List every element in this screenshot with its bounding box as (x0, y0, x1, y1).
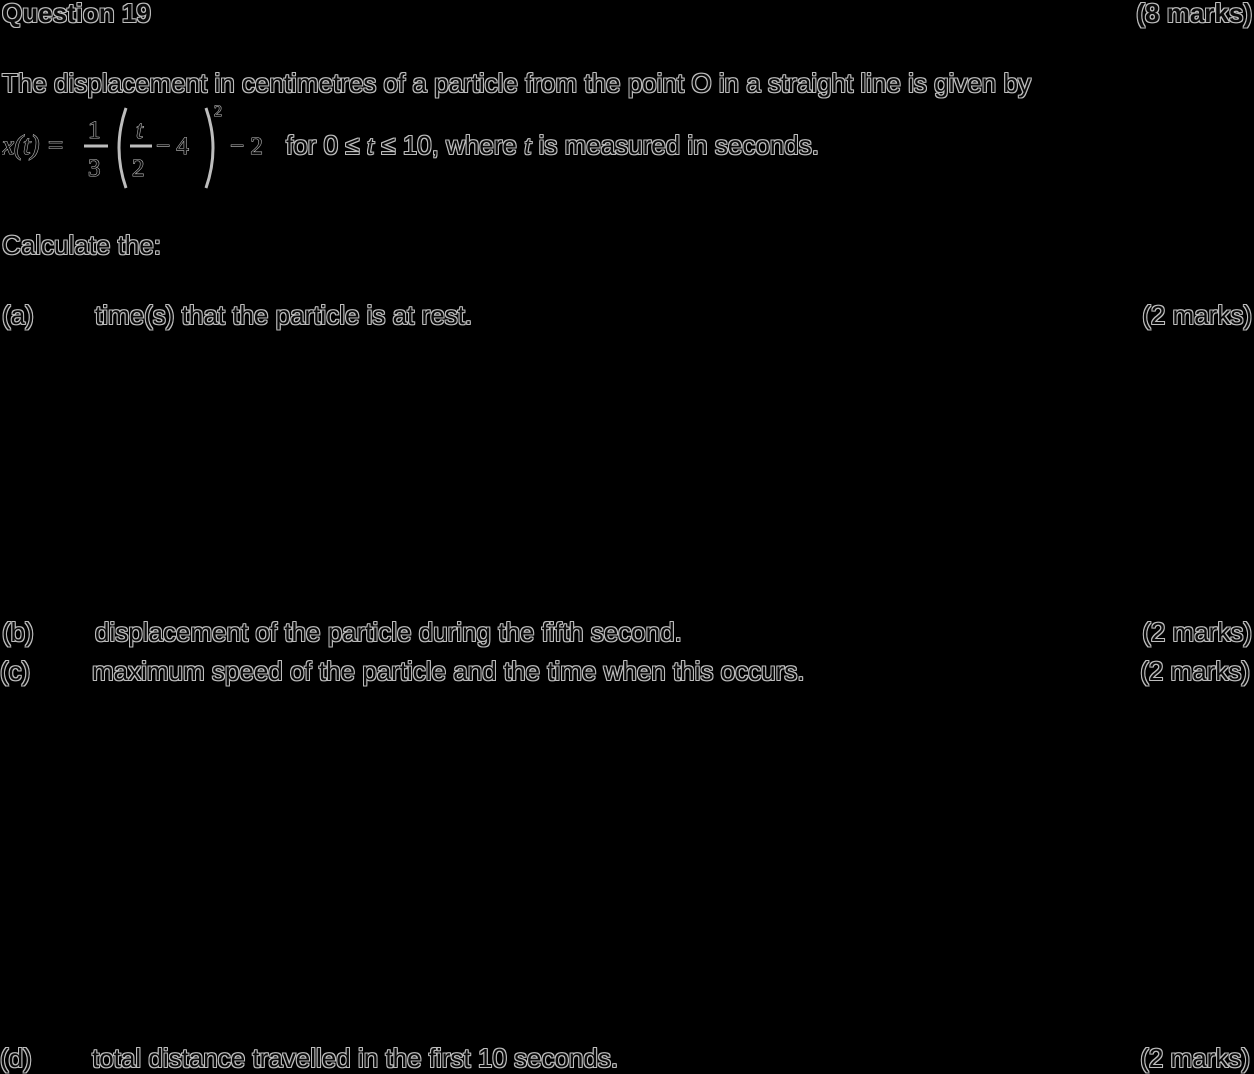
condition-post: is measured in seconds. (531, 130, 819, 160)
part-b-marks: (2 marks) (1142, 617, 1252, 647)
formula-tail: − 2 (230, 133, 263, 160)
formula-minus4: − 4 (156, 133, 189, 160)
part-d-marks: (2 marks) (1140, 1043, 1250, 1073)
part-d-text: total distance travelled in the first 10 seconds. (92, 1043, 619, 1073)
formula-frac2-num: t (136, 117, 143, 144)
condition-var2: t (524, 131, 532, 160)
formula-frac1-num: 1 (88, 117, 101, 144)
displacement-formula (2, 104, 302, 194)
part-d-label: (d) (0, 1043, 32, 1073)
prompt-text: Calculate the: (2, 230, 161, 260)
part-b-text: displacement of the particle during the fifth second. (95, 617, 682, 647)
intro-text: The displacement in centimetres of a particle from the point O in a straight line is given by (2, 68, 1031, 98)
part-c-marks: (2 marks) (1140, 656, 1250, 686)
part-b-label: (b) (2, 617, 34, 647)
condition-mid: ≤ 10, where (373, 130, 525, 160)
part-a-label: (a) (2, 300, 34, 330)
formula-lhs: x(t) = (2, 130, 65, 160)
formula-condition (286, 130, 819, 161)
formula-frac1-den: 3 (88, 155, 101, 182)
part-a-text: time(s) that the particle is at rest. (95, 300, 473, 330)
part-c-text: maximum speed of the particle and the time when this occurs. (92, 656, 805, 686)
condition-pre: for 0 ≤ (286, 130, 367, 160)
condition-var: t (366, 131, 374, 160)
total-marks: (8 marks) (1136, 0, 1252, 28)
formula-exponent: 2 (214, 104, 222, 120)
question-title: Question 19 (2, 0, 151, 28)
part-c-label: (c) (0, 656, 31, 686)
part-a-marks: (2 marks) (1142, 300, 1252, 330)
formula-frac2-den: 2 (132, 155, 145, 182)
